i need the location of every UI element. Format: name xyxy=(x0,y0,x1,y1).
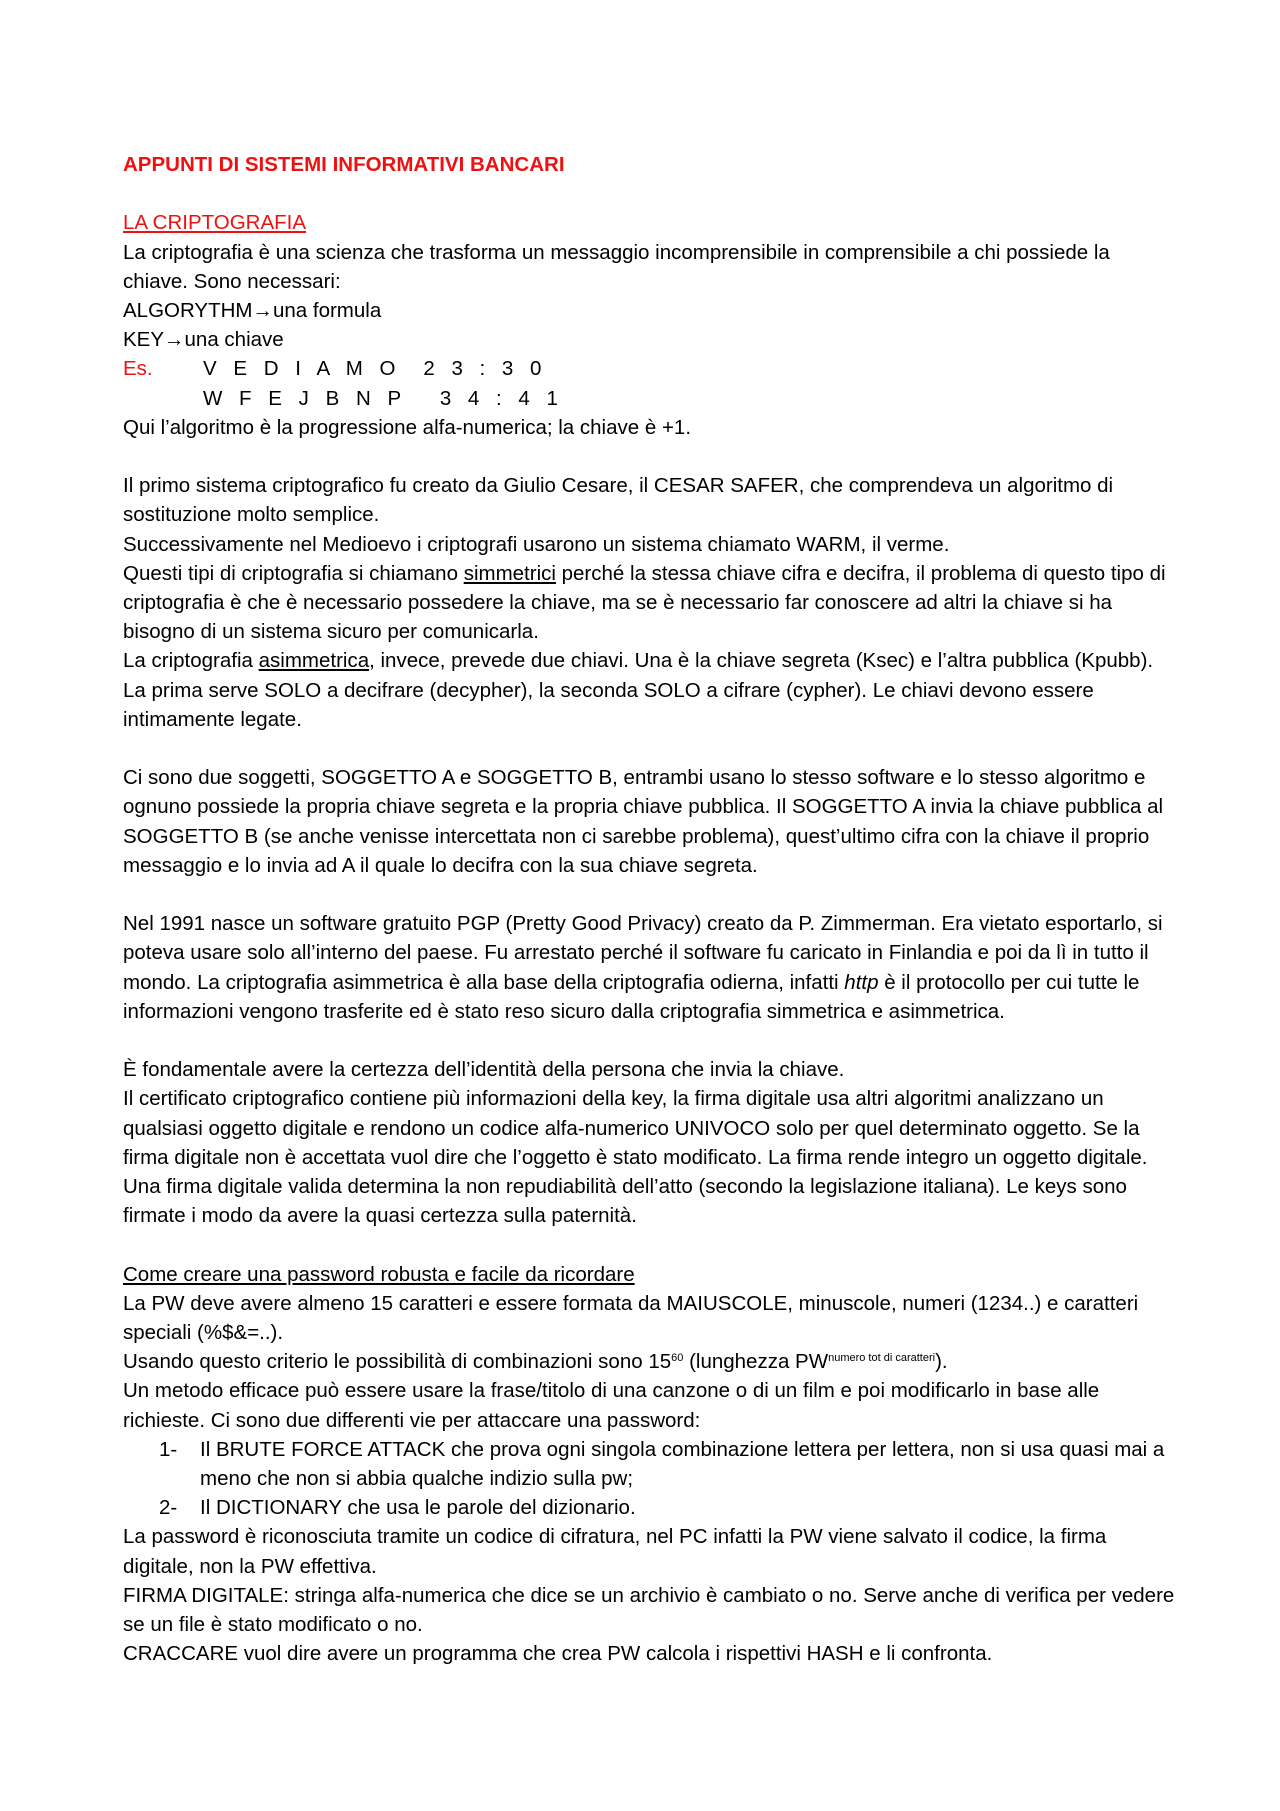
key-desc: una chiave xyxy=(184,328,284,352)
term-asimmetrica: asimmetrica xyxy=(258,649,370,673)
paragraph-pw-method: Un metodo efficace può essere usare la frase/titolo di una canzone o di un film e poi modificarlo in base alle richieste. Ci sono due differenti vie per attaccare una password: xyxy=(123,1379,1100,1432)
paragraph-firma-digitale: FIRMA DIGITALE: stringa alfa-numerica che dice se un archivio è cambiato o no. Serve anche di verifica per vedere se un file è stato modificato o no. xyxy=(123,1583,1175,1637)
example-note: Qui l’algoritmo è la progressione alfa-numerica; la chiave è +1. xyxy=(123,415,692,439)
key-term: KEY xyxy=(123,328,165,352)
section-heading-criptografia: LA CRIPTOGRAFIA xyxy=(123,211,307,235)
algorithm-line xyxy=(123,296,1180,325)
example-plaintext: V E D I A M O 2 3 : 3 0 xyxy=(203,357,547,381)
paragraph-certificato: Il certificato criptografico contiene più informazioni della key, la firma digitale usa altri algoritmi analizzano un qualsiasi oggetto digitale e rendono un codice alfa-numerico UNIVOCO solo per quel determinato oggetto. Se la firma digitale non è accettata vuol dire che l’oggetto è stato modificato. La firma rende integro un oggetto digitale. Una firma digitale valida determina la non repudiabilità dell’atto (secondo la legislazione italiana). Le keys sono firmate i modo da avere la quasi certezza sulla paternità. xyxy=(123,1087,1148,1228)
term-simmetrici: simmetrici xyxy=(463,561,556,585)
term-http: http xyxy=(844,970,879,994)
attack-list xyxy=(123,1435,1180,1523)
paragraph-pw-recognition: La password è riconosciuta tramite un codice di cifratura, nel PC infatti la PW viene salvato il codice, la firma digitale, non la PW effettiva. xyxy=(123,1525,1107,1578)
arrow-right-icon: → xyxy=(252,299,273,322)
paragraph-cesar: Il primo sistema criptografico fu creato da Giulio Cesare, il CESAR SAFER, che comprendeva un algoritmo di sostituzione molto semplice. xyxy=(123,474,1114,527)
paragraph-craccare: CRACCARE vuol dire avere un programma che crea PW calcola i rispettivi HASH e li confronta. xyxy=(123,1642,993,1666)
example-ciphertext: W F E J B N P 3 4 : 4 1 xyxy=(203,386,564,410)
document-title: APPUNTI DI SISTEMI INFORMATIVI BANCARI xyxy=(123,153,565,176)
algorithm-term: ALGORYTHM xyxy=(123,299,253,322)
example-row xyxy=(123,384,1180,413)
section-heading-password: Come creare una password robusta e facile da ricordare xyxy=(123,1262,635,1286)
paragraph-warm: Successivamente nel Medioevo i criptografi usarono un sistema chiamato WARM, il verme. xyxy=(123,532,950,556)
exponent-60: 60 xyxy=(671,1352,684,1365)
arrow-right-icon: → xyxy=(164,328,185,352)
key-line xyxy=(123,325,1180,354)
example-row xyxy=(123,354,1180,383)
algorithm-desc: una formula xyxy=(272,299,382,322)
paragraph-pw-combinations: Usando questo criterio le possibilità di combinazioni sono $15^{60}$ (lunghezza $PW^{numero tot di caratteri}$). xyxy=(123,1350,948,1374)
paragraph-pgp: Nel 1991 nasce un software gratuito PGP (Pretty Good Privacy) creato da P. Zimmerman. Era vietato esportarlo, si poteva usare solo all’interno del paese. Fu arrestato perché il software fu caricato in Finlandia e poi da lì in tutto il mondo. La criptografia asimmetrica è alla base della criptografia odierna, infatti http è il protocollo per cui tutte le informazioni vengono trasferite ed è stato reso sicuro dalla criptografia simmetrica e asimmetrica. xyxy=(123,912,1163,1023)
example-label: Es. xyxy=(123,357,153,381)
paragraph-identity: È fondamentale avere la certezza dell’identità della persona che invia la chiave. xyxy=(123,1058,845,1082)
paragraph-simmetrici: Questi tipi di criptografia si chiamano simmetrici perché la stessa chiave cifra e decifra, il problema di questo tipo di criptografia è che è necessario possedere la chiave, ma se è necessario far conoscere ad altri la chiave si ha bisogno di un sistema sicuro per comunicarla. xyxy=(123,561,1166,644)
list-item: 1- Il BRUTE FORCE ATTACK che prova ogni singola combinazione lettera per lettera, non si usa quasi mai a meno che non si abbia qualche indizio sulla pw; xyxy=(159,1437,1165,1491)
paragraph-pw-requirements: La PW deve avere almeno 15 caratteri e essere formata da MAIUSCOLE, minuscole, numeri (1234..) e caratteri speciali (%$&=..). xyxy=(123,1291,1139,1345)
paragraph-asimmetrica: La criptografia asimmetrica, invece, prevede due chiavi. Una è la chiave segreta (Ksec) e l’altra pubblica (Kpubb). La prima serve SOLO a decifrare (decypher), la seconda SOLO a cifrare (cypher). Le chiavi devono essere intimamente legate. xyxy=(123,649,1154,731)
list-item: 2- Il DICTIONARY che usa le parole del dizionario. xyxy=(159,1496,636,1520)
paragraph-soggetti: Ci sono due soggetti, SOGGETTO A e SOGGETTO B, entrambi usano lo stesso software e lo stesso algoritmo e ognuno possiede la propria chiave segreta e la propria chiave pubblica. Il SOGGETTO A invia la chiave pubblica al SOGGETTO B (se anche venisse intercettata non ci sarebbe problema), quest’ultimo cifra con la chiave il proprio messaggio e lo invia ad A il quale lo decifra con la sua chiave segreta. xyxy=(123,766,1164,877)
intro-paragraph: La criptografia è una scienza che trasforma un messaggio incomprensibile in comprensibile a chi possiede la chiave. Sono necessari: xyxy=(123,240,1110,293)
exponent-length: numero tot di caratteri xyxy=(828,1352,936,1365)
